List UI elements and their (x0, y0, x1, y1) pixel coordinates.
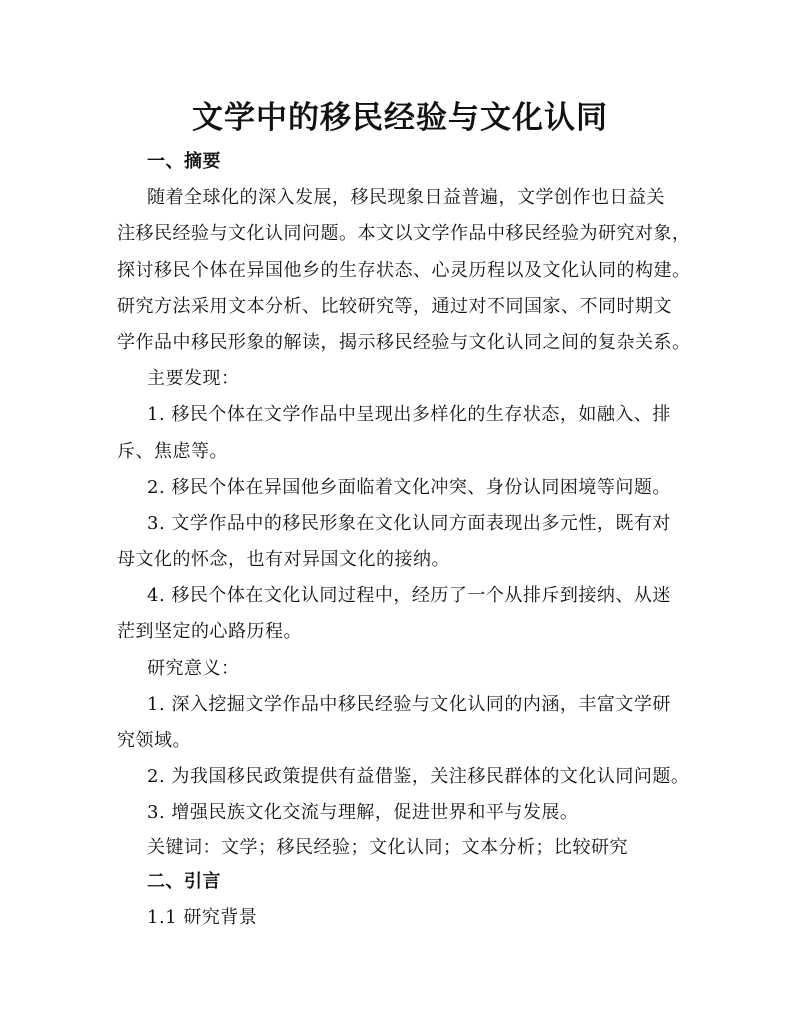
significance-item-cont: 究领域。 (117, 730, 191, 751)
finding-item: 4. 移民个体在文化认同过程中，经历了一个从排斥到接纳、从迷 (147, 585, 671, 607)
abstract-line: 学作品中移民形象的解读，揭示移民经验与文化认同之间的复杂关系。 (117, 331, 691, 353)
section-heading-abstract: 一、摘要 (147, 151, 221, 172)
finding-item: 2. 移民个体在异国他乡面临着文化冲突、身份认同困境等问题。 (147, 476, 671, 498)
abstract-line: 随着全球化的深入发展，移民现象日益普遍，文学创作也日益关 (147, 187, 665, 209)
document-body (117, 144, 697, 936)
findings-label: 主要发现： (147, 368, 240, 390)
abstract-line: 探讨移民个体在异国他乡的生存状态、心灵历程以及文化认同的构建。 (117, 259, 691, 281)
finding-item-cont: 茫到坚定的心路历程。 (117, 621, 302, 643)
finding-item-cont: 母文化的怀念，也有对异国文化的接纳。 (117, 549, 450, 571)
significance-item: 2. 为我国移民政策提供有益借鉴，关注移民群体的文化认同问题。 (147, 766, 690, 788)
finding-item-cont: 斥、焦虑等。 (117, 440, 228, 462)
keywords: 关键词：文学；移民经验；文化认同；文本分析；比较研究 (147, 836, 628, 858)
subsection-heading: 1.1 研究背景 (147, 906, 258, 928)
section-heading-introduction: 二、引言 (147, 870, 221, 892)
finding-item: 3. 文学作品中的移民形象在文化认同方面表现出多元性，既有对 (147, 512, 671, 534)
abstract-line: 注移民经验与文化认同问题。本文以文学作品中移民经验为研究对象， (117, 223, 691, 245)
finding-item: 1. 移民个体在文学作品中呈现出多样化的生存状态，如融入、排 (147, 404, 671, 426)
abstract-paragraph (117, 180, 697, 361)
document-title: 文学中的移民经验与文化认同 (192, 100, 608, 136)
significance-item: 1. 深入挖掘文学作品中移民经验与文化认同的内涵，丰富文学研 (147, 693, 671, 715)
abstract-line: 研究方法采用文本分析、比较研究等，通过对不同国家、不同时期文 (117, 295, 672, 317)
significance-label: 研究意义： (147, 657, 240, 679)
significance-item: 3. 增强民族文化交流与理解，促进世界和平与发展。 (147, 802, 579, 824)
